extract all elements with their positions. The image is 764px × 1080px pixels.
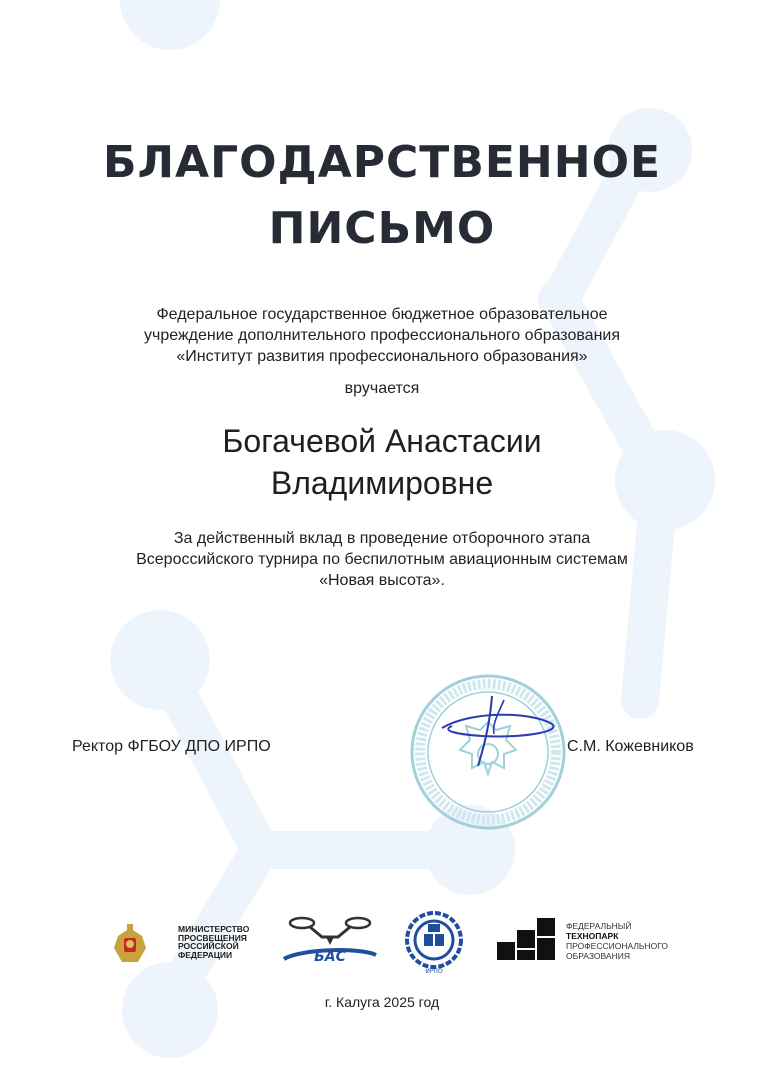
reason-line-1: За действенный вклад в проведение отборочного этапа — [173, 530, 591, 547]
ministry-text-line: РОССИЙСКОЙ — [178, 941, 239, 951]
recipient-name — [0, 420, 764, 504]
technopark-text-line: ОБРАЗОВАНИЯ — [566, 951, 630, 961]
bas-logo-text: БАС — [314, 949, 346, 965]
organization-line-1: Федеральное государственное бюджетное образовательное — [156, 306, 608, 323]
organization-line-2: учреждение дополнительного профессионального образования — [143, 327, 621, 344]
reason-line-3: «Новая высота». — [319, 572, 445, 589]
ministry-text-line: ПРОСВЕЩЕНИЯ — [178, 932, 247, 943]
title-line-1: БЛАГОДАРСТВЕННОЕ — [102, 137, 662, 188]
ministry-text-line: МИНИСТЕРСТВО — [178, 924, 250, 934]
ministry-text-line: ФЕДЕРАЦИИ — [178, 949, 233, 960]
irpo-logo-icon — [402, 910, 466, 974]
organization-name — [0, 304, 764, 367]
city-year: г. Калуга 2025 год — [324, 994, 440, 1010]
technopark-text-line: ТЕХНОПАРК — [566, 931, 619, 941]
organization-line-3: «Институт развития профессионального образования» — [176, 348, 588, 365]
signer-name: С.М. Кожевников — [567, 738, 694, 755]
technopark-logo-icon — [497, 918, 557, 960]
recipient-line-1: Богачевой Анастасии — [222, 423, 542, 459]
irpo-logo-text: ИРПО — [425, 968, 443, 974]
recipient-line-2: Владимировне — [270, 465, 494, 501]
title-line-2: ПИСЬМО — [268, 203, 496, 254]
signer-role: Ректор ФГБОУ ДПО ИРПО — [72, 738, 271, 755]
ministry-logo-text — [178, 925, 249, 959]
technopark-text-line: ПРОФЕССИОНАЛЬНОГО — [566, 941, 668, 951]
signature — [412, 690, 572, 770]
technopark-logo-text — [566, 921, 668, 961]
awarded-label: вручается — [344, 380, 420, 397]
award-reason — [0, 528, 764, 591]
technopark-text-line: ФЕДЕРАЛЬНЫЙ — [566, 921, 632, 931]
bas-logo-icon — [280, 913, 380, 973]
reason-line-2: Всероссийского турнира по беспилотным авиационным системам — [136, 551, 628, 568]
